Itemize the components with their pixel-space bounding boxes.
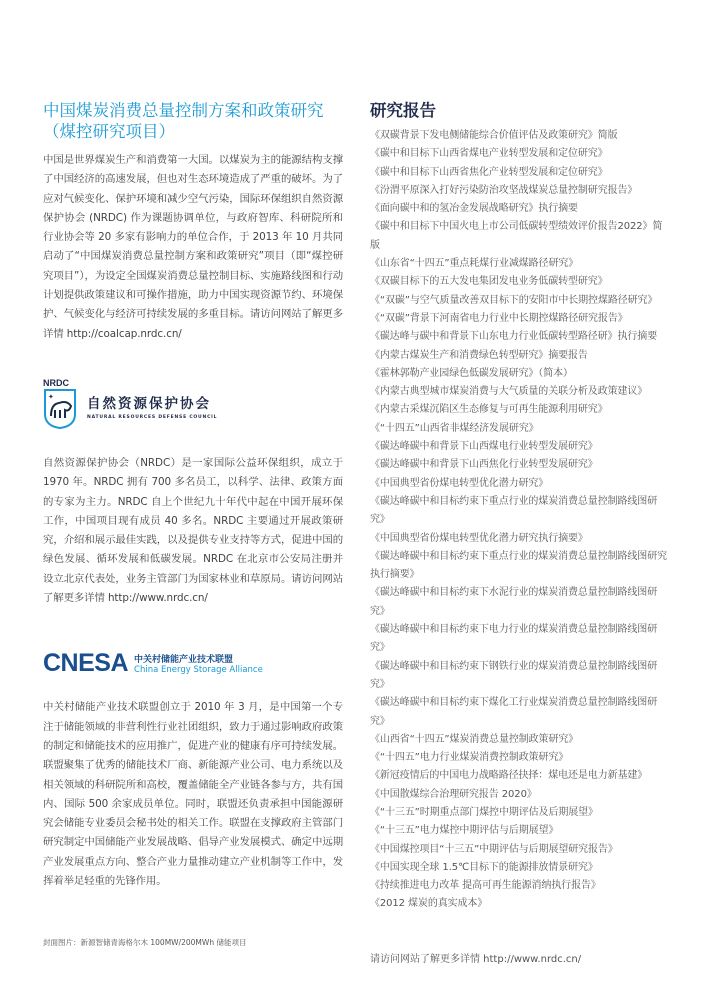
report-item: 《碳达峰碳中和目标约束下水泥行业的煤炭消费总量控制路线图研究》 xyxy=(370,587,658,617)
report-item: 《碳达峰碳中和目标约束下煤化工行业煤炭消费总量控制路线图研究》 xyxy=(370,697,658,727)
report-item: 《碳中和目标下山西省焦化产业转型发展和定位研究》 xyxy=(370,166,608,178)
nrdc-bear-icon: NRDC ✦ xyxy=(43,378,81,434)
report-item: 《汾渭平原深入打好污染防治攻坚战煤炭总量控制研究报告》 xyxy=(370,184,638,196)
report-item: 《面向碳中和的氢冶金发展战略研究》执行摘要 xyxy=(370,203,578,215)
report-item: 《新冠疫情后的中国电力战略路径抉择：煤电还是电力新基建》 xyxy=(370,770,648,782)
report-item: 《碳达峰碳中和目标约束下重点行业的煤炭消费总量控制路线图研究执行摘要》 xyxy=(370,550,667,581)
report-item: 《山西省“十四五”煤炭消费总量控制政策研究》 xyxy=(370,733,579,745)
more-info-link[interactable]: 请访问网站了解更多详情 http://www.nrdc.cn/ xyxy=(370,954,582,965)
report-item: 《“十三五”电力煤控中期评估与后期展望》 xyxy=(370,825,559,837)
right-column xyxy=(370,100,670,914)
report-item: 《双碳目标下的五大发电集团发电业务低碳转型研究》 xyxy=(370,276,608,288)
report-item: 《中国典型省份煤电转型优化潜力研究执行摘要》 xyxy=(370,532,588,544)
cover-caption: 封面图片：新源智储青海格尔木 100MW/200MWh 储能项目 xyxy=(43,938,247,947)
report-item: 《内蒙古典型城市煤炭消费与大气质量的关联分析及政策建议》 xyxy=(370,386,648,398)
report-item: 《中国典型省份煤电转型优化潜力研究》 xyxy=(370,477,549,489)
report-item: 《山东省“十四五”重点耗煤行业减煤路径研究》 xyxy=(370,258,579,270)
report-item: 《碳达峰碳中和背景下山西焦化行业转型发展研究》 xyxy=(370,459,598,471)
report-item: 《中国煤控项目“十三五”中期评估与后期展望研究报告》 xyxy=(370,843,618,855)
report-item: 《碳达峰与碳中和背景下山东电力行业低碳转型路径研》执行摘要 xyxy=(370,331,658,343)
nrdc-description: 自然资源保护协会（NRDC）是一家国际公益环保组织，成立于1970 年。NRDC 拥有 700 多名员工，以科学、法律、政策方面的专家为主力。NRDC 自上个世纪九十年代中起在中国开展环保工作，中国项目现有成员 40 多名。NRDC 主要通过开展政策研究，介绍和展示最佳实践，以及提供专业支持等方式，促进中国的绿色发展、循环发展和低碳发展。NRDC 在北京市公安局注册并设立北京代表处，业务主管部门为国家林业和草原局。请访问网站了解更多详情 http://www.nrdc.cn/ xyxy=(43,456,343,605)
project-title: 中国煤炭消费总量控制方案和政策研究（煤控研究项目） xyxy=(43,101,324,141)
report-item: 《碳达峰碳中和目标约束下钢铁行业的煤炭消费总量控制路线图研究》 xyxy=(370,660,658,690)
report-item: 《碳达峰碳中和目标约束下电力行业的煤炭消费总量控制路线图研究》 xyxy=(370,624,658,654)
reports-title: 研究报告 xyxy=(370,101,436,120)
reports-list xyxy=(370,127,670,914)
report-item: 《碳达峰碳中和背景下山西煤电行业转型发展研究》 xyxy=(370,441,598,453)
cnesa-description: 中关村储能产业技术联盟创立于 2010 年 3 月，是中国第一个专注于储能领域的非营利性行业社团组织，致力于通过影响政府政策的制定和储能技术的应用推广，促进产业的健康有序可持续发展。联盟聚集了优秀的储能技术厂商、新能源产业公司、电力系统以及相关领域的科研院所和高校，覆盖储能全产业链各参与方，共有国内、国际 500 余家成员单位。同时，联盟还负责承担中国能源研究会储能专业委员会秘书处的相关工作。联盟在支撑政府主管部门研究制定中国储能产业发展战略、倡导产业发展模式、确定中远期产业发展重点方向、整合产业力量推动建立产业机制等工作中，发挥着举足轻重的先锋作用。 xyxy=(43,701,343,888)
report-item: 《中国散煤综合治理研究报告 2020》 xyxy=(370,788,537,800)
report-item: 《“十四五”山西省非煤经济发展研究》 xyxy=(370,422,539,434)
cnesa-logo: CNESA 中关村储能产业技术联盟 China Energy Storage Alliance xyxy=(43,648,263,677)
report-item: 《霍林郭勒产业园绿色低碳发展研究》（简本） xyxy=(370,367,573,379)
svg-text:✦: ✦ xyxy=(48,392,54,401)
project-intro: 中国是世界煤炭生产和消费第一大国。以煤炭为主的能源结构支撑了中国经济的高速发展，但也对生态环境造成了严重的破坏。为了应对气候变化、保护环境和减少空气污染，国际环保组织自然资源保护协会 (NRDC) 作为课题协调单位，与政府智库、科研院所和行业协会等 20 多家有影响力的单位合作，于 2013 年 10 月共同启动了“中国煤炭消费总量控制方案和政策研究”项目（即“煤控研究项目”），为设定全国煤炭消费总量控制目标、实施路线图和行动计划提供政策建议和可操作措施，助力中国实现资源节约、环境保护、气候变化与经济可持续发展的多重目标。请访问网站了解更多详情 http://coalcap.nrdc.cn/ xyxy=(43,154,343,340)
report-item: 《碳中和目标下山西省煤电产业转型发展和定位研究》 xyxy=(370,148,608,160)
report-item: 《“十三五”时期重点部门煤控中期评估及后期展望》 xyxy=(370,806,598,818)
nrdc-logo: NRDC ✦ 自然资源保护协会 NATURAL RESOURCES DEFENSE COUNCIL xyxy=(43,376,343,436)
report-item: 《内蒙古煤炭生产和消费绿色转型研究》摘要报告 xyxy=(370,349,588,361)
report-item: 《“十四五”电力行业煤炭消费控制政策研究》 xyxy=(370,752,569,764)
report-item: 《“双碳”与空气质量改善双目标下的安阳市中长期控煤路径研究》 xyxy=(370,294,658,306)
report-item: 《碳中和目标下中国火电上市公司低碳转型绩效评价报告2022》简版 xyxy=(370,221,663,251)
report-item: 《双碳背景下发电侧储能综合价值评估及政策研究》简版 xyxy=(370,130,618,141)
report-item: 《碳达峰碳中和目标约束下重点行业的煤炭消费总量控制路线图研究》 xyxy=(370,495,658,526)
report-item: 《“双碳”背景下河南省电力行业中长期控煤路径研究报告》 xyxy=(370,312,628,324)
report-item: 《持续推进电力改革 提高可再生能源消纳执行报告》 xyxy=(370,880,601,892)
report-item: 《中国实现全球 1.5℃目标下的能源排放情景研究》 xyxy=(370,861,598,873)
report-item: 《内蒙古采煤沉陷区生态修复与可再生能源利用研究》 xyxy=(370,404,608,416)
left-column xyxy=(43,100,343,891)
report-item: 《2012 煤炭的真实成本》 xyxy=(370,898,488,910)
